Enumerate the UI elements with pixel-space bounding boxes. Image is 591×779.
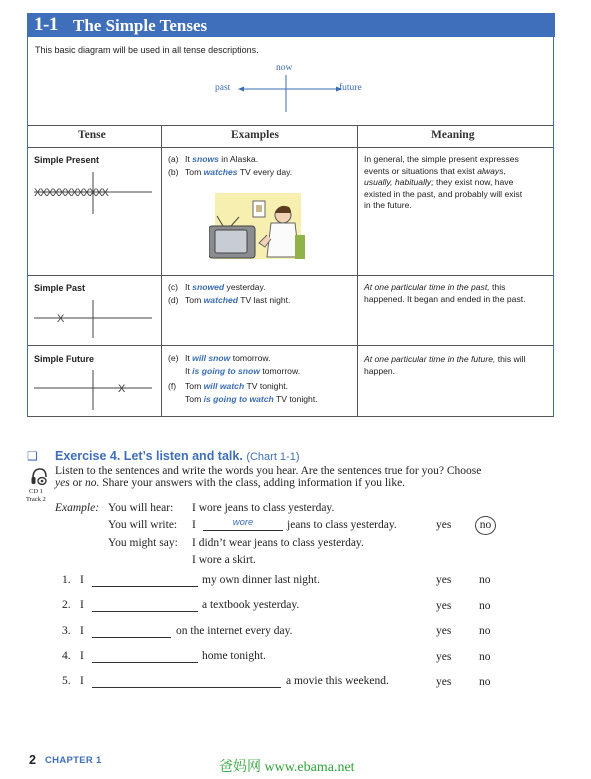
example-line: (e) It will snow tomorrow. — [168, 353, 271, 363]
yes-option[interactable]: yes — [436, 651, 452, 663]
example-line: (a) It snows in Alaska. — [168, 154, 259, 164]
no-option[interactable]: no — [479, 574, 491, 586]
now-label: now — [276, 63, 293, 73]
table-row-rule — [28, 275, 553, 276]
section-title: The Simple Tenses — [73, 16, 208, 35]
item-number: 2. — [62, 599, 71, 611]
example-text: I — [192, 519, 196, 531]
example-line: (c) It snowed yesterday. — [168, 282, 266, 292]
example-answer-blank: wore — [203, 517, 283, 531]
example-block — [168, 352, 356, 406]
tense-name: Simple Future — [34, 354, 95, 364]
example-prompt: You will hear: — [108, 502, 174, 514]
yes-option[interactable]: yes — [436, 519, 452, 531]
item-text: home tonight. — [202, 650, 266, 662]
item-number: 4. — [62, 650, 71, 662]
future-timeline — [32, 368, 154, 412]
answer-blank[interactable] — [92, 573, 198, 587]
col-header-tense: Tense — [78, 129, 106, 141]
headphones-icon — [30, 466, 48, 486]
example-block — [168, 281, 353, 307]
answer-blank[interactable] — [92, 624, 171, 638]
yes-option[interactable]: yes — [436, 676, 452, 688]
svg-text:XXXXXXXXXXXX: XXXXXXXXXXXX — [34, 187, 108, 199]
meaning-text: At one particular time in the past, this happened. It began and ended in the past. — [364, 282, 526, 304]
answer-blank[interactable] — [92, 674, 281, 688]
yes-option[interactable]: yes — [436, 600, 452, 612]
col-header-examples: Examples — [231, 129, 279, 141]
item-text: I — [80, 574, 84, 586]
table-top-rule — [28, 125, 553, 126]
no-option[interactable]: no — [479, 600, 491, 612]
table-bottom-rule — [28, 416, 553, 417]
no-option[interactable]: no — [479, 676, 491, 688]
example-line: Tom is going to watch TV tonight. — [185, 394, 318, 404]
example-text: I didn’t wear jeans to class yesterday. — [192, 537, 364, 549]
item-text: I — [80, 625, 84, 637]
intro-text: This basic diagram will be used in all tense descriptions. — [35, 45, 259, 55]
exercise-instructions: Listen to the sentences and write the words you hear. Are the sentences true for you? Choose yes or no. Share your answers with the class, adding information if you like. — [55, 465, 482, 489]
example-block — [168, 153, 353, 179]
tense-name: Simple Past — [34, 283, 86, 293]
cd-label: CD 1 — [29, 488, 43, 495]
table-header-rule — [28, 147, 553, 148]
yes-option[interactable]: yes — [436, 574, 452, 586]
item-number: 5. — [62, 675, 71, 687]
svg-text:X: X — [118, 383, 126, 395]
answer-blank[interactable] — [92, 649, 198, 663]
example-line: (d) Tom watched TV last night. — [168, 295, 291, 305]
item-number: 3. — [62, 625, 71, 637]
exercise-title: Exercise 4. Let’s listen and talk. (Chart 1-1) — [55, 449, 300, 463]
tense-name: Simple Present — [34, 155, 100, 165]
table-col-divider — [161, 125, 162, 416]
yes-option[interactable]: yes — [436, 625, 452, 637]
table-col-divider — [357, 125, 358, 416]
section-number: 1-1 — [34, 14, 58, 35]
no-option[interactable]: no — [479, 651, 491, 663]
left-arrow-icon — [238, 87, 244, 92]
example-text: I wore a skirt. — [192, 554, 256, 566]
item-number: 1. — [62, 574, 71, 586]
future-label: future — [339, 83, 362, 93]
example-label: Example: — [55, 502, 100, 514]
exercise-checkbox-icon: ❑ — [27, 449, 38, 463]
watermark-text: 爸妈网 www.ebama.net — [219, 760, 355, 775]
item-text: on the internet every day. — [176, 625, 293, 637]
col-header-meaning: Meaning — [431, 129, 475, 141]
example-line: (f) Tom will watch TV tonight. — [168, 381, 289, 391]
track-label: Track 2 — [26, 496, 46, 503]
chapter-label: CHAPTER 1 — [45, 755, 102, 766]
page-number: 2 — [29, 753, 36, 767]
present-timeline — [32, 170, 154, 216]
item-text: I — [80, 675, 84, 687]
item-text: I — [80, 650, 84, 662]
item-text: a textbook yesterday. — [202, 599, 300, 611]
man-watching-tv-illustration — [209, 191, 307, 267]
table-row-rule — [28, 345, 553, 346]
answer-blank[interactable] — [92, 598, 198, 612]
past-label: past — [215, 83, 231, 93]
example-prompt: You will write: — [108, 519, 178, 531]
meaning-text: In general, the simple present expresses events or situations that exist always, usually, habitually; they exist now, have existed in the past, and probably will exist in the future. — [364, 154, 523, 210]
no-option-circled[interactable]: no — [475, 516, 496, 535]
example-text: I wore jeans to class yesterday. — [192, 502, 335, 514]
no-option[interactable]: no — [479, 625, 491, 637]
item-text: my own dinner last night. — [202, 574, 320, 586]
past-timeline — [32, 298, 154, 340]
example-line: (b) Tom watches TV every day. — [168, 167, 293, 177]
item-text: I — [80, 599, 84, 611]
example-text: jeans to class yesterday. — [287, 519, 397, 531]
item-text: a movie this weekend. — [286, 675, 389, 687]
example-line: It is going to snow tomorrow. — [185, 366, 301, 376]
meaning-text: At one particular time in the future, this will happen. — [364, 354, 526, 376]
svg-text:X: X — [57, 313, 65, 325]
example-prompt: You might say: — [108, 537, 178, 549]
